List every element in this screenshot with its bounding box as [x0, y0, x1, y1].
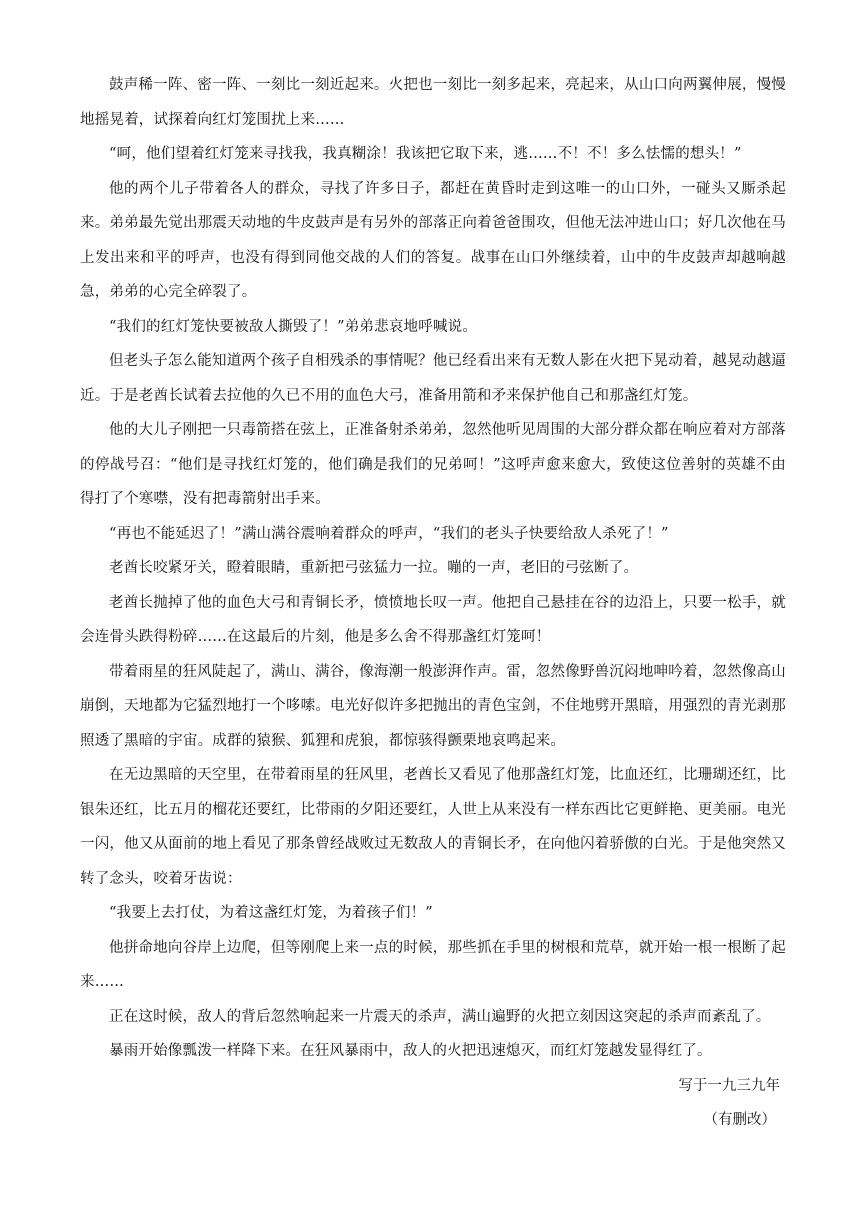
paragraph-13: 他拼命地向谷岸上边爬，但等刚爬上来一点的时候，那些抓在手里的树根和荒草，就开始一根一根断了起来……: [80, 939, 786, 990]
paragraph-1: 鼓声稀一阵、密一阵、一刻比一刻近起来。火把也一刻比一刻多起来，亮起来，从山口向两翼伸展，慢慢地摇晃着，试探着向红灯笼围扰上来……: [80, 77, 786, 128]
paragraph-9: 老酋长抛掉了他的血色大弓和青铜长矛，愤愤地长叹一声。他把自己悬挂在谷的边沿上，只要一松手，就会连骨头跌得粉碎……在这最后的片刻，他是多么舍不得那盏红灯笼呵！: [80, 594, 786, 645]
paragraph-2: “呵，他们望着红灯笼来寻找我，我真糊涂！我该把它取下来，逃……不！不！多么怯懦的想头！”: [109, 146, 742, 162]
paragraph-15: 暴雨开始像瓢泼一样降下来。在狂风暴雨中，敌人的火把迅速熄灭，而红灯笼越发显得红了。: [109, 1043, 712, 1059]
paragraph-3: 他的两个儿子带着各人的群众，寻找了许多日子，都赶在黄昏时走到这唯一的山口外，一碰头又厮杀起来。弟弟最先觉出那震天动地的牛皮鼓声是有另外的部落正向着爸爸围攻，但他无法冲进山口；好几次他在马上发出来和平的呼声，也没有得到同他交战的人们的答复。战事在山口外继续着，山中的牛皮鼓声却越响越急，弟弟的心完全碎裂了。: [80, 180, 786, 300]
paragraph-4: “我们的红灯笼快要被敌人撕毁了！”弟弟悲哀地呼喊说。: [109, 318, 478, 335]
paragraph-14: 正在这时候，敌人的背后忽然响起来一片震天的杀声，满山遍野的火把立刻因这突起的杀声而紊乱了。: [109, 1008, 771, 1025]
abridged-note: （有删改）: [703, 1112, 776, 1128]
paragraph-7: “再也不能延迟了！”满山满谷震响着群众的呼声，“我们的老头子快要给敌人杀死了！”: [109, 525, 669, 542]
paragraph-12: “我要上去打仗，为着这盏红灯笼，为着孩子们！”: [109, 905, 433, 921]
document-page: [80, 68, 786, 1138]
paragraph-5: 但老头子怎么能知道两个孩子自相残杀的事情呢？他已经看出来有无数人影在火把下晃动着，越晃动越逼近。于是老酋长试着去拉他的久已不用的血色大弓，准备用箭和矛来保护他自己和那盏红灯笼。: [80, 353, 786, 404]
paragraph-10: 带着雨星的狂风陡起了，满山、满谷，像海潮一般澎湃作声。雷，忽然像野兽沉闷地呻吟着，忽然像高山崩倒，天地都为它猛烈地打一个哆嗦。电光好似许多把抛出的青色宝剑，不住地劈开黑暗，用强烈的青光剥那照透了黑暗的宇宙。成群的猿猴、狐狸和虎狼，都惊骇得颤栗地哀鸣起来。: [80, 663, 786, 749]
paragraph-6: 他的大儿子刚把一只毒箭搭在弦上，正准备射杀弟弟，忽然他听见周围的大部分群众都在响应着对方部落的停战号召：“他们是寻找红灯笼的，他们确是我们的兄弟呵！”这呼声愈来愈大，致使这位善射的英雄不由得打了个寒噤，没有把毒箭射出手来。: [80, 422, 786, 507]
paragraph-8: 老酋长咬紧牙关，瞪着眼睛，重新把弓弦猛力一拉。嘣的一声，老旧的弓弦断了。: [109, 560, 639, 576]
signature-date: 写于一九三九年: [678, 1077, 780, 1094]
paragraph-11: 在无边黑暗的天空里，在带着雨星的狂风里，老酋长又看见了他那盏红灯笼，比血还红，比珊瑚还红，比银朱还红，比五月的榴花还要红，比带雨的夕阳还要红，人世上从来没有一样东西比它更鲜艳、更美丽。电光一闪，他又从面前的地上看见了那条曾经战败过无数敌人的青铜长矛，在向他闪着骄傲的白光。于是他突然又转了念头，咬着牙齿说：: [80, 767, 786, 887]
